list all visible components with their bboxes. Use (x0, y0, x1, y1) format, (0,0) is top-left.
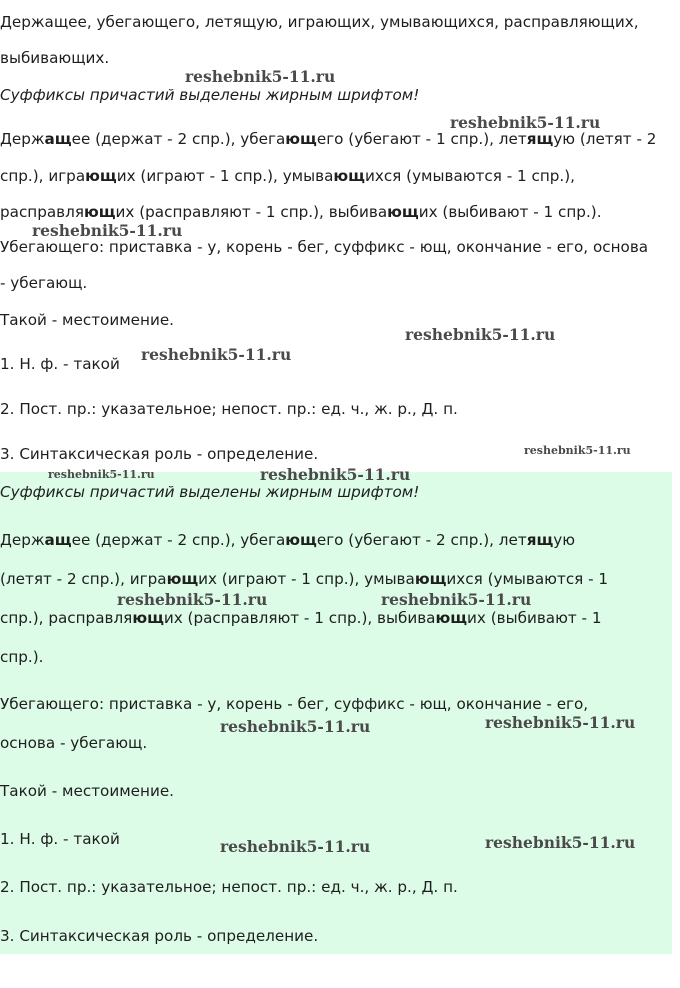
top-participles-line-3: расправляющих (расправляют - 1 спр.), выбивающих (выбивают - 1 спр.). (0, 203, 602, 221)
top-participles-line-2: спр.), играющих (играют - 1 спр.), умывающихся (умываются - 1 спр.), (0, 167, 576, 185)
watermark: reshebnik5-11.ru (48, 468, 155, 481)
bottom-item-1: 1. Н. ф. - такой (0, 830, 120, 848)
bottom-participles-line-3: спр.), расправляющих (расправляют - 1 спр.), выбивающих (выбивают - 1 (0, 609, 602, 627)
top-item-1: 1. Н. ф. - такой (0, 355, 120, 373)
bottom-pronoun: Такой - местоимение. (0, 782, 174, 800)
top-line-2: выбивающих. (0, 49, 110, 67)
top-participles-line-1: Держащее (держат - 2 спр.), убегающего (убегают - 1 спр.), летящую (летят - 2 (0, 130, 657, 148)
top-morphology-line-1: Убегающего: приставка - у, корень - бег, суффикс - ющ, окончание - его, основа (0, 238, 649, 256)
bottom-suffix-note: Суффиксы причастий выделены жирным шрифтом! (0, 483, 420, 501)
watermark: reshebnik5-11.ru (381, 590, 532, 609)
watermark: reshebnik5-11.ru (32, 221, 183, 240)
watermark: reshebnik5-11.ru (185, 67, 336, 86)
top-item-3: 3. Синтаксическая роль - определение. (0, 445, 319, 463)
watermark: reshebnik5-11.ru (141, 345, 292, 364)
watermark: reshebnik5-11.ru (260, 465, 411, 484)
bottom-morphology-line-1: Убегающего: приставка - у, корень - бег, суффикс - ющ, окончание - его, (0, 695, 589, 713)
watermark: reshebnik5-11.ru (485, 833, 636, 852)
bottom-item-2: 2. Пост. пр.: указательное; непост. пр.: ед. ч., ж. р., Д. п. (0, 878, 458, 896)
top-line-1: Держащее, убегающего, летящую, играющих, умывающихся, расправляющих, (0, 13, 639, 31)
bottom-participles-line-4: спр.). (0, 648, 44, 666)
bottom-participles-line-2: (летят - 2 спр.), играющих (играют - 1 спр.), умывающихся (умываются - 1 (0, 570, 609, 588)
watermark: reshebnik5-11.ru (524, 444, 631, 457)
bottom-participles-line-1: Держащее (держат - 2 спр.), убегающего (убегают - 2 спр.), летящую (0, 531, 576, 549)
watermark: reshebnik5-11.ru (405, 325, 556, 344)
watermark: reshebnik5-11.ru (450, 113, 601, 132)
watermark: reshebnik5-11.ru (117, 590, 268, 609)
watermark: reshebnik5-11.ru (485, 713, 636, 732)
top-morphology-line-2: - убегающ. (0, 274, 88, 292)
top-item-2: 2. Пост. пр.: указательное; непост. пр.: ед. ч., ж. р., Д. п. (0, 400, 458, 418)
watermark: reshebnik5-11.ru (220, 837, 371, 856)
bottom-item-3: 3. Синтаксическая роль - определение. (0, 927, 319, 945)
watermark: reshebnik5-11.ru (220, 717, 371, 736)
bottom-morphology-line-2: основа - убегающ. (0, 734, 148, 752)
top-suffix-note: Суффиксы причастий выделены жирным шрифтом! (0, 86, 420, 104)
top-pronoun: Такой - местоимение. (0, 311, 174, 329)
